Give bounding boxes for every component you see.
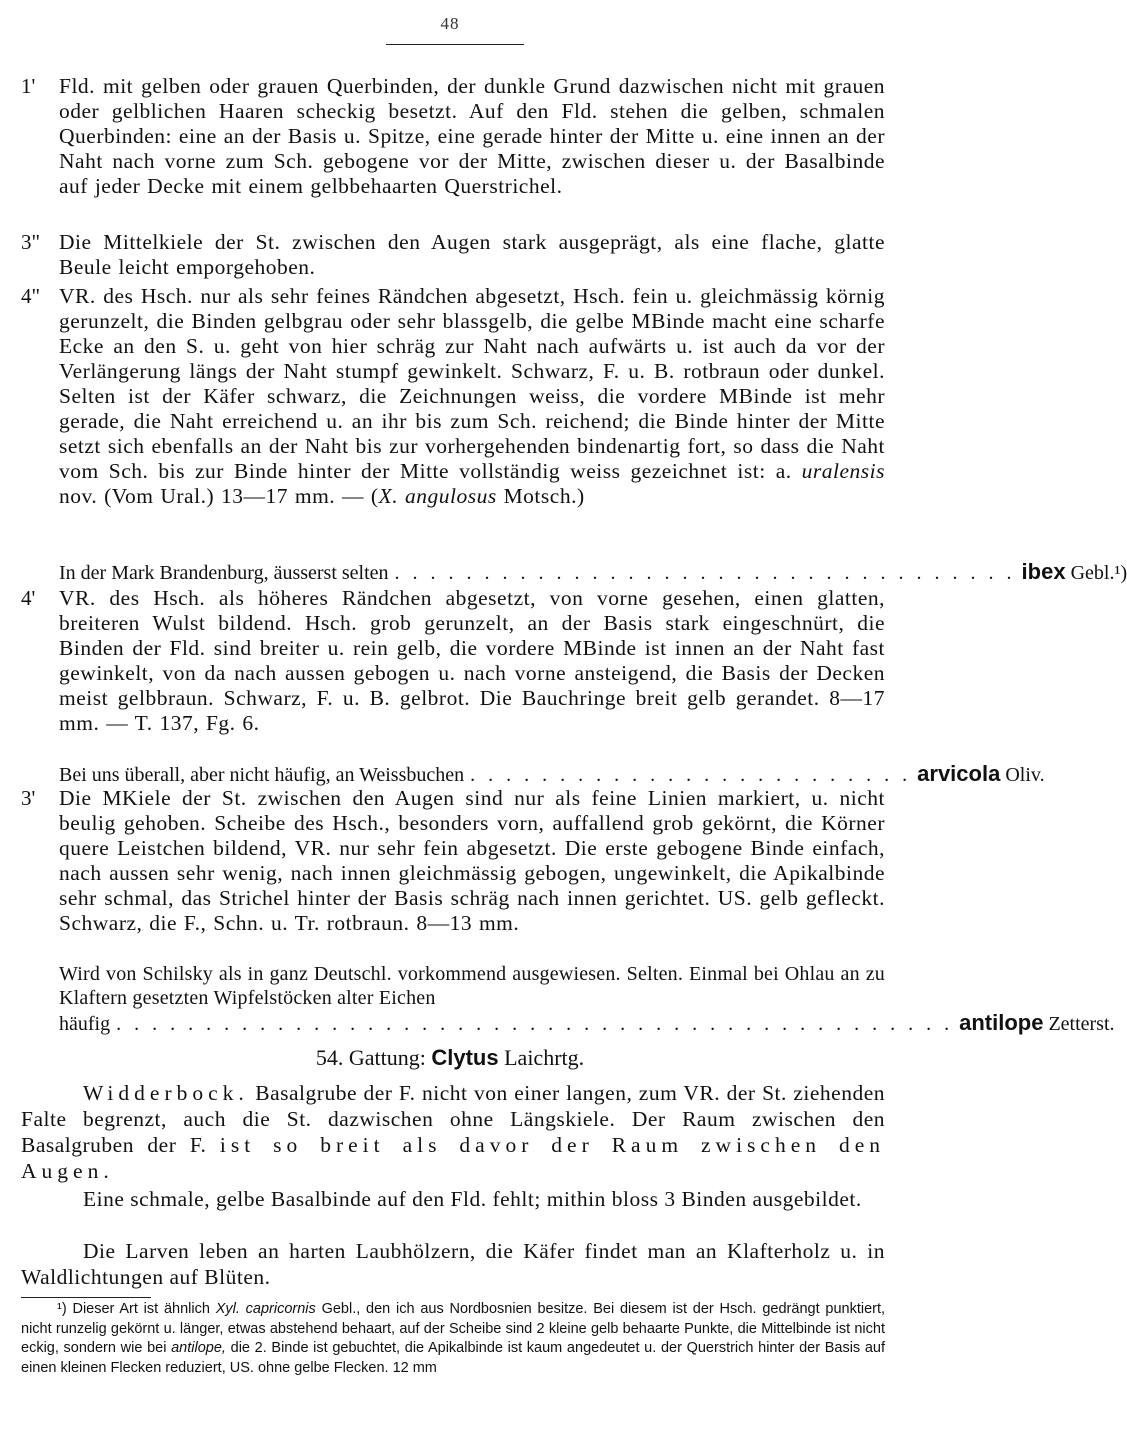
- key-marker: 1': [21, 74, 36, 98]
- page-number: 48: [440, 14, 460, 33]
- leader-dots: . . . . . . . . . . . . . . . . . . . . . . . . . . . . . . . . . . . . . . . . . . . . . . .: [116, 1013, 954, 1035]
- variety-line: a. uralensis nov. (Vom Ural.) 13—17 mm. — (X. angulosus Motsch.): [59, 459, 886, 508]
- key-text: Die Mittelkiele der St. zwischen den Augen stark ausgeprägt, als eine flache, glatte Beule leicht emporgehoben.: [59, 230, 885, 279]
- locality-text: Bei uns überall, aber nicht häufig, an Weissbuchen: [59, 764, 465, 786]
- leader-dots: . . . . . . . . . . . . . . . . . . . . . . . . . . . . . . . . . . .: [394, 562, 1016, 584]
- genus-heading: [0, 1045, 900, 1071]
- locality-paragraph: Wird von Schilsky als in ganz Deutschl. vorkommend ausgewiesen. Selten. Einmal bei Ohlau an zu Klaftern gesetzten Wipfelstöcken alter Eichen: [59, 963, 885, 1009]
- key-text: Fld. mit gelben oder grauen Querbinden, der dunkle Grund dazwischen nicht mit grauen oder gelblichen Haaren scheckig besetzt. Auf den Fld. stehen die gelben, schmalen Querbinden: eine an der Basis u. Spitze, eine gerade hinter der Mitte u. eine innen an der Naht nach vorne zum Sch. gebogene vor der Mitte, zwischen dieser u. der Basalbinde auf jeder Decke mit einem gelbbehaarten Querstrichel.: [59, 74, 885, 198]
- key-text-body: VR. des Hsch. nur als sehr feines Rändchen abgesetzt, Hsch. fein u. gleichmässig körnig gerunzelt, die Binden gelbgrau oder sehr blassgelb, die gelbe MBinde macht eine scharfe Ecke an den S. u. geht von hier schräg zur Naht nach aufwärts u. ist auch da vor der Verlängerung längs der Naht stumpf gewinkelt. Schwarz, F. u. B. rotbraun oder dunkel. Selten ist der Käfer schwarz, die Zeichnungen weiss, die vordere MBinde ist mehr gerade, die Naht erreichend u. an ihr bis zum Sch. reichend; die Binde hinter der Mitte setzt sich ebenfalls an der Naht bis zur vorhergehenden bindenartig fort, so dass die Naht vom Sch. bis zur Binde hinter der Mitte vollständig weiss gezeichnet ist:: [59, 284, 885, 483]
- key-text: [59, 284, 885, 509]
- footnote: ¹) Dieser Art ist ähnlich Xyl. capricornis Gebl., den ich aus Nordbosnien besitze. Bei diesem ist der Hsch. gedrängt punktiert, nicht runzelig gekörnt u. länger, etwas abstehend behaart, auf der Scheibe sind 2 kleine gelb behaarte Punkte, die Mittelbinde ist nicht eckig, sondern wie bei antilope, die 2. Binde ist gebuchtet, die Apikalbinde ist kaum angedeutet u. der Querstrich hinter der Basis auf einen kleinen Flecken reduziert, US. ohne gelbe Flecken. 12 mm: [21, 1301, 886, 1376]
- common-name: Widderbock.: [83, 1081, 249, 1105]
- footnote-rule: [21, 1297, 151, 1298]
- genus-paragraph-2: Eine schmale, gelbe Basalbinde auf den Fld. fehlt; mithin bloss 3 Binden ausgebildet.: [83, 1187, 862, 1211]
- emphasized-text: ist so breit als davor der Raum zwischen den Augen.: [21, 1133, 885, 1183]
- species-name: antilope: [959, 1010, 1044, 1035]
- key-marker: 3": [21, 230, 41, 254]
- key-marker: 3': [21, 786, 36, 810]
- key-text: VR. des Hsch. als höheres Rändchen abgesetzt, von vorne gesehen, einen glatten, breiteren Wulst bildend. Hsch. grob gerunzelt, an der Basis stark eingeschnürt, die Binden der Fld. sind breiter u. rein gelb, die vordere MBinde ist innen an der Naht fast gewinkelt, von da nach aussen gebogen u. nach vorne ansteigend, die Basis der Decken meist gelbbraun. Schwarz, F. u. B. gelbrot. Die Bauchringe breit gelb gerandet. 8—17 mm. — T. 137, Fg. 6.: [59, 586, 885, 735]
- genus-description: Widderbock. Basalgrube der F. nicht von einer langen, zum VR. der St. ziehenden Falte begrenzt, auch die St. dazwischen ohne Längskiele. Der Raum zwischen den Basalgruben der F. ist so breit als davor der Raum zwischen den Augen.: [21, 1081, 885, 1183]
- species-author: Zetterst.: [1048, 1013, 1115, 1035]
- key-text: Die MKiele der St. zwischen den Augen sind nur als feine Linien markiert, u. nicht beulig gehoben. Scheibe des Hsch., besonders vorn, auffallend grob gekörnt, die Körner quere Leistchen bildend, VR. nur sehr fein abgesetzt. Die erste gebogene Binde einfach, nach aussen sehr wenig, nach innen gleichmässig gebogen, ungewinkelt, die Apikalbinde sehr schmal, das Strichel hinter der Basis schräg nach innen gerichtet. US. gelb gefleckt. Schwarz, die F., Schn. u. Tr. rotbraun. 8—13 mm.: [59, 786, 885, 935]
- genus-paragraph-3: Die Larven leben an harten Laubhölzern, die Käfer findet man an Klafterholz u. in Waldlichtungen auf Blüten.: [21, 1239, 885, 1289]
- footnote-mark: ¹): [57, 1301, 67, 1317]
- species-author: Oliv.: [1005, 764, 1045, 786]
- key-marker: 4": [21, 284, 41, 308]
- locality-line: [59, 559, 1127, 586]
- locality-line: [59, 1010, 1115, 1037]
- species-author: Gebl.¹): [1070, 562, 1127, 584]
- species-name: ibex: [1021, 559, 1066, 584]
- genus-author: Laichrtg.: [504, 1045, 585, 1070]
- locality-line: [59, 761, 1045, 788]
- synonym-name: X. angulosus: [378, 484, 497, 508]
- leader-dots: . . . . . . . . . . . . . . . . . . . . . . . . .: [470, 764, 912, 786]
- genus-number: 54. Gattung:: [315, 1045, 426, 1070]
- genus-name: Clytus: [431, 1045, 499, 1070]
- key-marker: 4': [21, 586, 36, 610]
- locality-text: häufig: [59, 1013, 111, 1035]
- locality-text: In der Mark Brandenburg, äusserst selten: [59, 562, 389, 584]
- header-rule: [386, 44, 524, 45]
- variety-name: uralensis: [801, 459, 886, 483]
- species-name: arvicola: [917, 761, 1001, 786]
